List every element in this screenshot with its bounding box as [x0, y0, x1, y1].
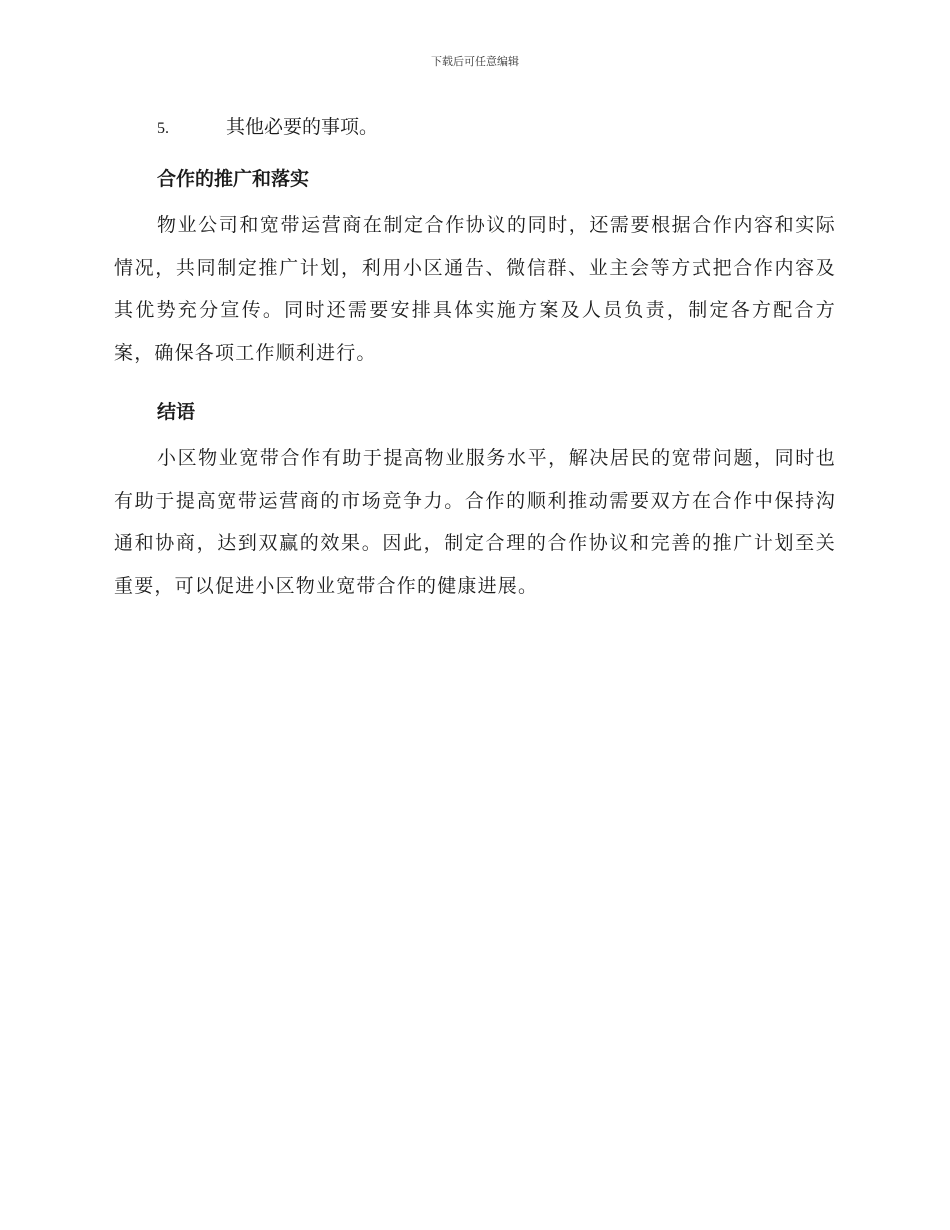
section-heading-conclusion: 结语 — [157, 401, 196, 423]
section-paragraph-promotion: 物业公司和宽带运营商在制定合作协议的同时，还需要根据合作内容和实际情况，共同制定推广计划，利用小区通告、微信群、业主会等方式把合作内容及其优势充分宣传。同时还需要安排具体实施方案及人员负责，制定各方配合方案，确保各项工作顺利进行。 — [114, 214, 836, 364]
page-header: 下载后可任意编辑 — [431, 55, 519, 68]
section-heading-promotion: 合作的推广和落实 — [157, 168, 310, 190]
list-item-text: 其他必要的事项。 — [226, 116, 379, 138]
section-paragraph-conclusion: 小区物业宽带合作有助于提高物业服务水平，解决居民的宽带问题，同时也有助于提高宽带运营商的市场竞争力。合作的顺利推动需要双方在合作中保持沟通和协商，达到双赢的效果。因此，制定合理的合作协议和完善的推广计划至关重要，可以促进小区物业宽带合作的健康进展。 — [114, 447, 836, 597]
list-item-number: 5. — [157, 120, 169, 137]
document-body — [114, 110, 836, 607]
list-item — [157, 110, 836, 144]
